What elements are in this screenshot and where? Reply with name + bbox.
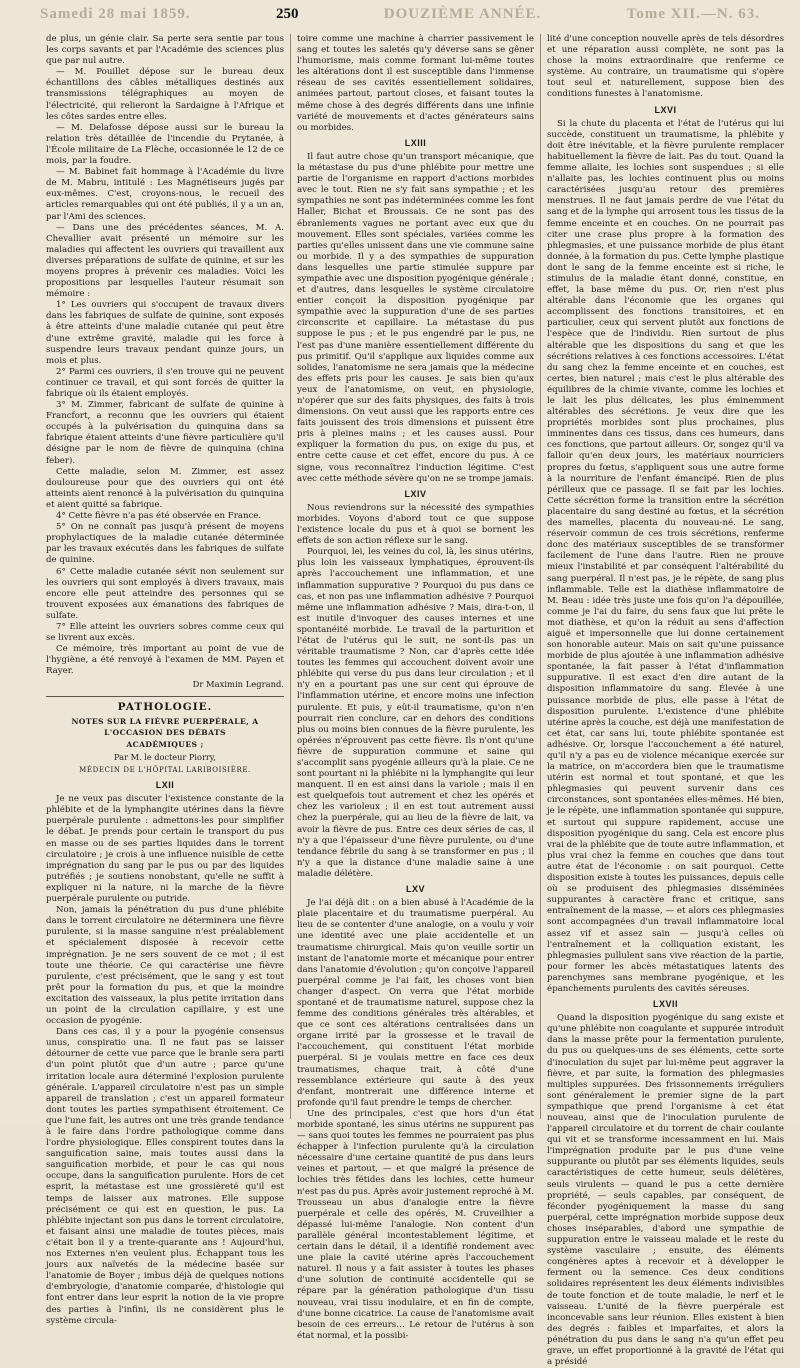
paragraph: lité d'une conception nouvelle après de tels désordres et une réparation aussi complète, ne sont pas la chose la moins extraordinaire que renferme ce système. Au contraire, un traumatisme qui s'opère tout seul et naturellement, suppose bien des conditions funestes à l'anatomisme.: [547, 34, 784, 100]
paragraph: — M. Pouillet dépose sur le bureau deux échantillons des câbles métalliques destinés aux transmissions télégraphiques au moyen de l'électricité, qui relieront la Sardaigne à l'Afrique et les côtes sardes entre elles.: [46, 67, 284, 122]
paragraph: de plus, un génie clair. Sa perte sera sentie par tous les corps savants et par l'Académie des sciences plus que par nul autre.: [46, 34, 284, 67]
column-1: [40, 34, 290, 1326]
section-number: LXVII: [652, 999, 678, 1010]
section-number: LXV: [405, 884, 425, 895]
article-title-line-2: ACADÉMIQUES ;: [126, 739, 204, 749]
paragraph: Quand la disposition pyogénique du sang existe et qu'une phlébite non coagulante et suppurée introduit dans la masse prête pour la fermentation purulente, du pus ou quelques-uns de ses éléments, cette sorte d'inoculation du sujet par lui-même peut aggraver la fièvre, et par suite, la formation des phlegmasies multiples suppurées. Des frissonnements irréguliers sont généralement le premier signe de la part sympathique que prend l'organisme à cet état nouveau, ainsi que de l'inoculation purulente de l'appareil circulatoire et du torrent de chair coulante qui vit et se transforme incessamment en lui. Mais l'imprégnation produite par le pus d'une veine suppurante ou plutôt par ses éléments liquides, seuls caractéristiques de cette humeur, seuls délétères, seuls virulents — quand le pus a cette dernière propriété, — seuls capables, par conséquent, de féconder pyogéniquement la masse du sang puerpéral, cette imprégnation morbide suppose deux choses inséparables, d'abord une sympathie de suppuration entre le vaisseau malade et le reste du système vasculaire ; ensuite, des éléments congénères aptes à recevoir et à développer le ferment ou la semence. Ces deux conditions solidaires représentent les deux éléments indivisibles de toute fonction et de toute maladie, le nerf et le vaisseau. L'unité de la fièvre puerpérale est inconcevable sans leur réunion. Elles existent à bien des degrés : faibles et imparfaites, et alors la pénétration du pus dans le sang n'a qu'un effet peu grave, un effet proportionné à la gravité de l'état qui a présidé: [547, 1013, 784, 1368]
paragraph: 1° Les ouvriers qui s'occupent de travaux divers dans les fabriques de sulfate de quinine, sont exposés à être atteints d'une maladie cutanée qui peut être d'une extrême gravité, maladie qui les force à suspendre leurs travaux pendant quinze jours, un mois et plus.: [46, 300, 284, 366]
paragraph: Non, jamais la pénétration du pus d'une phlébite dans le torrent circulatoire ne déterminera une fièvre purulente, si la masse sanguine n'est préalablement et spécialement disposée à recevoir cette imprégnation. Je ne sers souvent de ce mot ; il est toute une théorie. Ce qui caractérise une fièvre purulente, c'est précisément, que le sang y est tout prêt pour la formation du pus, et que la moindre excitation des vaisseaux, la plus petite irritation dans un point de la circulation capillaire, y est une occasion de pyogénie.: [46, 905, 284, 1027]
page-header: [0, 0, 800, 28]
section-number: LXIII: [404, 137, 427, 148]
paragraph: Dans ces cas, il y a pour la pyogénie consensus unus, conspiratio una. Il ne faut pas se laisser détourner de cette vue parce que le branle sera parti d'un point plutôt que d'un autre ; parce qu'une irritation locale aura déterminé l'explosion purulente générale. L'appareil circulatoire n'est pas un simple appareil de translation ; c'est un appareil formateur dont toutes les parties sympathisent étroitement. Ce que l'une fait, les autres ont une très grande tendance à le faire dans l'ordre pathologique comme dans l'ordre physiologique. Elles conspirent toutes dans la sanguification saine, mais toutes aussi dans la sanguification morbide, et pour le cas qui nous occupe, dans la sanguification purulente. Hors de cet esprit, la métastase est une grossièreté qu'il est temps de laisser aux matrones. Elle suppose précisément ce qui est en question, le pus. La phlébite injectant son pus dans le torrent circulatoire, et faisant ainsi une maladie de toutes pièces, mais c'était bon il y a trente-quarante ans ! Aujourd'hui, nos Externes n'en veulent plus. Échappant tous les jours aux naïvetés de la médecine basée sur l'anatomie de Boyer ; imbus déjà de quelques notions d'embryologie, d'anatomie comparée, d'histologie qui font entrer dans leur esprit la notion de la vie propre des parties à l'infini, ils ne considèrent plus le système circula-: [46, 1027, 284, 1326]
signature: Dr Maximin Legrand.: [192, 679, 284, 690]
paragraph: Si la chute du placenta et l'état de l'utérus qui lui succède, constituent un traumatisme, la phlébite y doit être inévitable, et la fièvre purulente remplacer habituellement la fièvre de lait. Pas du tout. Quand la femme allaite, les lochies sont suspendues ; si elle n'allaite pas, les lochies continuent plus ou moins caractérisées jusqu'au retour des premières menstrues. Il ne faut jamais perdre de vue l'état du sang et de la lymphe qui arrosent tous les tissus de la femme enceinte et en couches. On ne pourrait pas citer une crase plus propre à la formation des phlegmasies, et une puissance morbide de plus étant donnée, à la formation du pus. Cette lymphe plastique dont le sang de la femme enceinte est si riche, le stimulus de la maladie étant donné, constitue, en effet, la base même du pus. Or, rien n'est plus altérable dans l'économie que les organes qui accomplissent des fonctions transitoires, et en particulier, ceux qui servent plutôt aux fonctions de l'espèce que de l'individu. Rien surtout de plus altérable que les dispositions du sang et que les sécrétions relatives à ces fonctions accessoires. L'état du sang chez la femme enceinte et en couches, est certes, bien naturel ; mais c'est le plus altérable des équilibres de la chimie vivante, comme les lochies et le lait les plus délicates, les plus éminemment altérables des sécrétions. Je veux dire que les propriétés morbides sont plus prochaines, plus imminentes dans ces tissus, dans ces humeurs, dans ces fonctions, que partout ailleurs. Or, songez qu'il va falloir qu'en deux jours, les matériaux nourriciers propres du fœtus, s'appliquent sous une autre forme à la nourriture de l'enfant émancipé. Rien de plus périlleux que ce passage. Il se fait par les lochies. Cette sécrétion forme la transition entre la sécrétion placentaire du sang destiné au fœtus, et la sécrétion des mamelles, placenta du nouveau-né. Le sang, réservoir commun de ces trois sécrétions, renferme donc des matériaux susceptibles de se transformer facilement de l'une dans l'autre. Rien ne prouve mieux l'instabilité et par conséquent l'altérabilité du sang puerpéral. Il n'est pas, je le répète, de sang plus inflammable. Telle est la diathèse inflammatoire de M. Beau : idée très juste une fois qu'on l'a dépouillée, comme je l'ai du faire, du sens faux que lui prête le mot diathèse, et qu'on la réduit au sens d'affection aiguë et impersonnelle que lui donne certainement son honorable auteur. Mais on sait qu'une puissance morbide de plus ajoutée à une inflammation adhésive spontanée, la fait passer à l'état d'inflammation suppurative. Il est exact d'en dire autant de la disposition inflammatoire du sang. Élevée à une puissance morbide de plus, elle passe à l'état de disposition purulente. L'existence d'une phlébite utérine après la couche, est déjà une manifestation de cet état, car sans lui, toute phlébite spontanée est adhésive. Or, lorsque l'accouchement a été naturel, qu'il n'y a pas eu de violence mécanique exercée sur la matrice, on m'accordera bien que le traumatisme utérin est normal et tout spontané, et que les phlegmasies qui peuvent survenir dans ces circonstances, sont spontanées elles-mêmes. Hé bien, je le répète, une inflammation spontanée qui suppure, et surtout qui suppure rapidement, accuse une disposition pyogénique du sang. Cela est encore plus vrai de la phlébite que de toute autre inflammation, et plus vrai chez la femme en couches que dans tout autre état de l'économie : on sait pourquoi. Cette disposition existe à toutes les puissances, depuis celle où se produisent des phlegmasies disséminées suppurantes à caractère franc et critique, sans entraînement de la masse, — et alors ces phlegmasies sont accompagnées d'un travail inflammatoire local assez vif et assez sain — jusqu'à celles où l'entraînement et la colliquation existant, les phlegmasies pullulent sans vive réaction de la partie, pour former les abcès métastatiques latents des parenchymes sans membrane pyogénique, et les épanchements purulents des cavités séreuses.: [547, 118, 784, 994]
paragraph: — Dans une des précédentes séances, M. A. Chevallier avait présenté un mémoire sur les maladies qui affectent les ouvriers qui travaillent aux diverses préparations de sulfate de quinine, et sur les moyens propres à prévenir ces maladies. Voici les propositions par lesquelles l'auteur résumait son mémoire :: [46, 222, 284, 300]
paragraph: Cette maladie, selon M. Zimmer, est assez douloureuse pour que des ouvriers qui ont été atteints aient renoncé à la pulvérisation du quinquina et aient quitté sa fabrique.: [46, 466, 284, 510]
header-volume: Tome XII.—N. 63.: [626, 5, 760, 22]
paragraph: 2° Parmi ces ouvriers, il s'en trouve qui ne peuvent continuer ce travail, et qui sont forcés de quitter la fabrique où ils étaient employés.: [46, 366, 284, 399]
paragraph: — M. Babinet fait hommage à l'Académie du livre de M. Mabru, intitulé : Les Magnétiseurs jugés par eux-mêmes. C'est, croyons-nous, le recueil des articles remarquables qui ont été publiés, il y a un an, par l'Ami des sciences.: [46, 167, 284, 222]
paragraph: 5° On ne connaît pas jusqu'à présent de moyens prophylactiques de la maladie cutanée déterminée par les travaux exécutés dans les fabriques de sulfate de quinine.: [46, 522, 284, 566]
column-2: [290, 34, 540, 1341]
paragraph: Une des principales, c'est que hors d'un état morbide spontané, les sinus utérins ne suppurent pas — sans quoi toutes les femmes ne pourraient pas plus échapper à l'infection purulente qu'à la circulation nécessaire d'une certaine quantité de pus dans leurs veines et partout, — et que malgré la présence de lochies très fétides dans les lochies, cette humeur n'est pas du pus. Après avoir justement reproché à M. Trousseau un abus d'analogie entre la fièvre puerpérale et celle des opérés, M. Cruveilhier a dépassé lui-même l'analogie. Non content d'un parallèle général incontestablement légitime, et certain dans le détail, il a identifié rondement avec une plaie la cavité utérine après l'accouchement naturel. Il nous y a fait assister à toutes les phases d'une solution de continuité accidentelle qui se répare par la génération pathologique d'un tissu nouveau, vrai tissu inodulaire, et en fin de compte, d'une bonne cicatrice. La cause de l'anatomisme avait besoin de ces erreurs… Le retour de l'utérus à son état normal, et la possibi-: [297, 1108, 534, 1341]
paragraph: 4° Cette fièvre n'a pas été observée en France.: [56, 511, 262, 522]
paragraph: toire comme une machine à charrier passivement le sang et toutes les saletés qu'y déverse sans se gêner l'humorisme, mais comme formant lui-même toutes les altérations dont il est susceptible dans l'immense réseau de ses cavités essentiellement solidaires, animées partout, partout closes, et faisant toutes la même chose à des degrés différents dans une infinie variété de mouvements et d'actes générateurs sains ou morbides.: [297, 34, 534, 133]
header-year: DOUZIÈME ANNÉE.: [383, 5, 542, 22]
paragraph: Je ne veux pas discuter l'existence constante de la phlébite et de la lymphangite utérines dans la fièvre puerpérale purulente : admettons-les pour simplifier le débat. Je prends pour certain le transport du pus en masse ou de ses parties liquides dans le torrent circulatoire ; je crois à une influence nuisible de cette imprégnation du sang par le pus ou par des liquides putréfiés ; je soutiens nonobstant, qu'elle ne suffit à expliquer ni la nature, ni la marche de la fièvre puerpérale purulente ou putride.: [46, 794, 284, 905]
author-affiliation: MÉDECIN DE L'HÔPITAL LARIBOISIÈRE.: [79, 766, 251, 774]
header-date: Samedi 28 mai 1859.: [40, 5, 191, 22]
paragraph: Il faut autre chose qu'un transport mécanique, que la métastase du pus d'une phlébite pour mettre une partie de l'organisme en rapport d'actions morbides avec le tout. Rien ne s'y fait sans sympathie ; et les sympathies ne sont pas indéterminées comme les font Haller, Bichat et Broussais. Ce ne sont pas des ébranlements vagues ne portant avec eux que du mouvement. Elles sont spéciales, variées comme les parties qu'elles unissent dans une vie commune saine ou morbide. Il y a des sympathies de suppuration dans lesquelles une partie stimulée suppure par sympathie avec une disposition pyogénique générale ; et d'autres, dans lesquelles le système circulatoire entier conçoit la disposition pyogénique par sympathie avec la suppuration d'une de ses parties circonscrite et capillaire. La métastase du pus suppose le pus ; et le pus engendré par le pus, ne l'est pas d'une manière essentiellement différente du pus primitif. Qu'il s'applique aux liquides comme aux solides, l'anatomisme ne sera jamais que la médecine des effets pris pour les causes. Je sais bien qu'aux yeux de l'anatomisme, on veut, en physiologie, n'opérer que sur des faits physiques, des faits à trois dimensions. On veut aussi que les rapports entre ces faits jouissent des trois dimensions et puissent être pris à pleines mains ; et les causes aussi. Pour expliquer la formation du pus, on exige du pus, et entre cette cause et cet effet, encore du pus. À ce signe, vous reconnaîtrez l'induction légitime. C'est avec cette méthode sévère qu'on ne se trompe jamais.: [297, 151, 534, 484]
paragraph: — M. Delafosse dépose aussi sur le bureau la relation très détaillée de l'incendie du Prytanée, à l'École militaire de La Flèche, occasionnée le 12 de ce mois, par la foudre.: [46, 122, 284, 167]
paragraph: 6° Cette maladie cutanée sévit non seulement sur les ouvriers qui sont employés à divers travaux, mais encore elle peut atteindre des personnes qui se trouvent exposées aux émanations des fabriques de sulfate.: [46, 566, 284, 621]
paragraph: 3° M. Zimmer, fabricant de sulfate de quinine à Francfort, a reconnu que les ouvriers qui étaient occupés à la pulvérisation du quinquina dans sa fabrique étaient atteints d'une fièvre particulière qu'il désigne par le nom de fièvre de quinquina (china feber).: [46, 400, 284, 466]
paragraph: 7° Elle atteint les ouvriers sobres comme ceux qui se livrent aux excès.: [46, 621, 284, 644]
paragraph: Pourquoi, lei, les veines du col, là, les sinus utérins, plus loin les vaisseaux lymphatiques, éprouvent-ils après l'accouchement une inflammation, et une inflammation suppurative ? Pourquoi du pus dans ce cas, et non pas une inflammation adhésive ? Pourquoi même une inflammation adhésive ? Mais, dira-t-on, il est inutile d'invoquer des causes internes et une spontanéité morbide. Le travail de la parturition et l'état de l'utérus qui le suit, ne sont-ils pas un véritable traumatisme ? Non, car d'après cette idée toutes les femmes qui accouchent doivent avoir une phlébite qui verse du pus dans leur circulation ; et il n'y en a pourtant pas une sur cent qui éprouve de l'inflammation utérine, et encore moins une infection purulente. Et puis, y eût-il traumatisme, qu'on n'en pourrait rien conclure, car en dehors des conditions plus ou moins bien connues de la fièvre purulente, les opérées n'éprouvent pas cette fièvre. Ils n'ont qu'une fièvre de suppuration commune et saine qui s'accomplit sans pyogénie ailleurs qu'à la plaie. Ce ne sont pourtant ni la phlébite ni la lymphangite qui leur manquent. Il en est ainsi dans la variole ; mais il en est quelquefois tout autrement et chez les opérés et chez les varioleux ; il en est tout autrement aussi chez la puerpérale, qui au lieu de la fièvre de lait, va avoir la fièvre de pus. Entre ces deux séries de cas, il n'y a que l'épaisseur d'une fièvre purulente, ou d'une tendance fébrile du sang à se transformer en pus ; il n'y a que la distance d'une maladie saine à une maladie délétère.: [297, 547, 534, 879]
text-columns: [40, 34, 792, 1368]
paragraph: Nous reviendrons sur la nécessité des sympathies morbides. Voyons d'abord tout ce que suppose l'existence locale du pus et à quoi se bornent les effets de son action réflexe sur le sang.: [297, 502, 534, 547]
section-title: PATHOLOGIE.: [117, 700, 213, 713]
article-title-line-1: NOTES SUR LA FIÈVRE PUERPÉRALE, A L'OCCASION DES DÉBATS: [71, 716, 259, 737]
paragraph: Ce mémoire, très important au point de vue de l'hygiène, a été renvoyé à l'examen de MM. Payen et Rayer.: [46, 644, 284, 677]
section-number: LXIV: [404, 488, 427, 499]
page-number: 250: [275, 5, 299, 22]
column-3: [540, 34, 790, 1368]
section-number: LXVI: [654, 104, 677, 115]
paragraph: Je l'ai déjà dit : on a bien abusé à l'Académie de la plaie placentaire et du traumatisme puerpéral. Au lieu de se contenter d'une analogie, on a voulu y voir une identité avec une plaie accidentelle et un traumatisme chirurgical. Mais qu'on veuille sortir un instant de l'anatomie morte et mécanique pour entrer dans l'anatomie d'évolution ; qu'on conçoive l'appareil puerpéral comme je l'ai fait, les choses vont bien changer d'aspect. On verra que l'état morbide spontané et de traumatisme naturel, suppose chez la femme des conditions générales très altérables, et que ce sont ces altérations centralisées dans un organe irrité par la grossesse et le travail de l'accouchement, qui constituent l'état morbide puerpéral. Si je voulais mettre en face ces deux traumatismes, chaque trait, à côté d'une ressemblance extérieure qui saute à des yeux d'enfant, montrerait une différence interne et profonde qu'il faut prendre le temps de chercher.: [297, 898, 534, 1108]
article-author: Par M. le docteur Piorry,: [114, 751, 216, 762]
section-number: LXII: [155, 780, 175, 791]
divider: [46, 696, 284, 697]
